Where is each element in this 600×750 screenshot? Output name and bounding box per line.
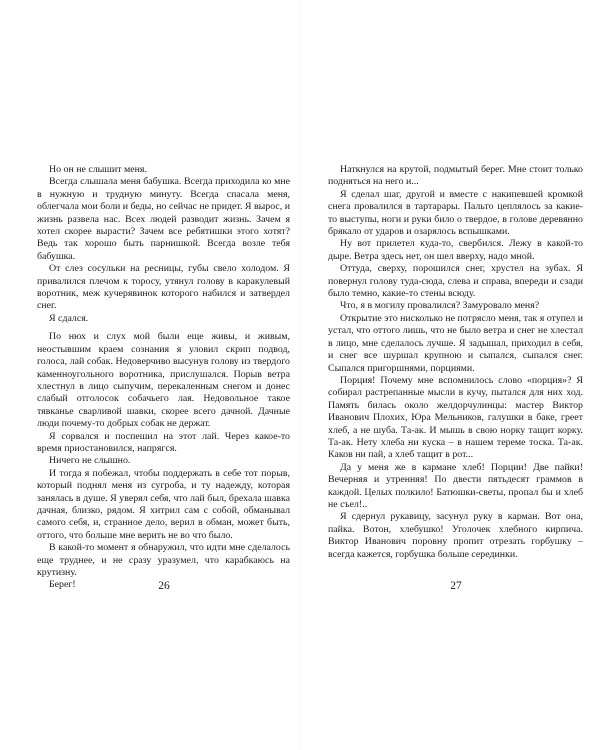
right-paragraph-6: Открытие это нисколько не потрясло меня, так я отупел и устал, что оттого лишь, что не было ветра и снег не хлестал в лицо, мне сделалось лучше. Я задышал, приходил в себя, и снег все шуршал крупною и сыпался, сыпался снег. Сыпался пригоршнями, порциями. — [328, 312, 583, 374]
left-paragraph-5: По нюх и слух мой были еще живы, и живым, неостывшим краем сознания я уловил скрип подвод, голоса, лай собак. Недоверчиво высунув голову из твердого каменноугольного воротника, прислушался. Порыв ветра хлестнул в лицо сыпучим, перекаленным снегом и донес слабый отголосок собачьего лая. Недовольное такое тявканье сварливой шавки, скорее всего дачной. Дачные люди почему-то добрых собак не держат. — [37, 331, 290, 430]
left-paragraph-8: И тогда я побежал, чтобы поддержать в себе тот порыв, который поднял меня из сугроба, и ту надежду, которая занялась в душе. Я уверял себя, что лай был, брехала шавка дачная, близко, рядом. Я хитрил сам с собой, обманывал самого себя, и, странное дело, верил в обман, может быть, оттого, что больше мне верить не во что было. — [37, 467, 290, 541]
right-paragraph-9: Я сдернул рукавицу, засунул руку в карман. Вот она, пайка. Вотон, хлебушко! Уголочек хлебного кирпича. Виктор Иванович поровну пропит отрезать горбушку – всегда кажется, горбушка больше серединки. — [328, 511, 583, 560]
right-paragraph-2: Я сделал шаг, другой и вместе с накипевшей кромкой снега провалился в тартарары. Пальто цеплялось за какие-то выступы, ноги и руки било о твердое, в голове деревянно брякало от ударов и озарялось вспышками. — [328, 188, 583, 238]
left-paragraph-6: Я сорвался и поспешил на этот лай. Через какое-то время приостановился, напрягся. — [37, 430, 290, 454]
right-paragraph-4: Оттуда, сверху, порошился снег, хрустел на зубах. Я повернул голову туда-сюда, слева и справа, впереди и сзади было темно, какие-то стены всюду. — [328, 263, 583, 300]
right-paragraph-5: Что, я в могилу провалился? Замуровало меня? — [340, 300, 540, 312]
right-paragraph-1: Наткнулся на крутой, подмытый берег. Мне стоит только подняться на него и... — [328, 164, 583, 188]
right-page — [328, 164, 583, 561]
left-paragraph-2: Всегда слышала меня бабушка. Всегда приходила ко мне в нужную и трудную минуту. Всегда спасала меня, облегчала мои боли и беды, но сейчас не придет. Я вырос, и жизнь развела нас. Всех людей разводит жизнь. Зачем я хотел скорее вырасти? Зачем все ребятишки этого хотят? Ведь так хорошо быть парнишкой. Всегда возле тебя бабушка. — [37, 176, 290, 262]
left-paragraph-9: В какой-то момент я обнаружил, что идти мне сделалось еще труднее, и не сразу уразумел, что карабкаюсь на крутизну. — [37, 542, 290, 578]
left-paragraph-3: От слез сосульки на ресницы, губы свело холодом. Я привалился плечом к торосу, утянул голову в каракулевый воротник, меж кучерявинок которого набился и затвердел снег. — [37, 263, 290, 312]
right-paragraph-3: Ну вот прилетел куда-то, свербился. Лежу в какой-то дыре. Ветра здесь нет, он шел вверху, надо мной. — [328, 238, 583, 262]
book-gutter — [299, 0, 301, 750]
right-page-number: 27 — [450, 580, 462, 592]
right-paragraph-8: Да у меня же в кармане хлеб! Порции! Две пайки! Вечерняя и утренняя! По двести пятьдесят граммов в каждой. Целых полкило! Батюшки-светы, пропал бы и хлеб не съел!.. — [328, 461, 583, 510]
right-paragraph-7: Порция! Почему мне вспомнилось слово «порция»? Я собирал растрепанные мысли в кучу, пытался для них ход. Память билась около желдорчулинцы: мастер Виктор Иванович Плохих, Юра Мельников, галушки в баке, греет хлеб, а не шуба. Та-ак. И мышь в свою норку тащит корку. Та-ак. Нету хлеба ни куска – в нашем тереме тоска. Та-ак. Каков ни пай, а хлеб тащит в рот... — [328, 374, 583, 461]
left-paragraph-4: Я сдался. — [49, 312, 89, 324]
left-page-number: 26 — [158, 580, 170, 592]
left-paragraph-10: Берег! — [49, 579, 76, 591]
left-paragraph-1: Но он не слышит меня. — [49, 164, 147, 175]
left-page — [37, 164, 290, 592]
left-paragraph-7: Ничего не слышно. — [49, 455, 131, 467]
